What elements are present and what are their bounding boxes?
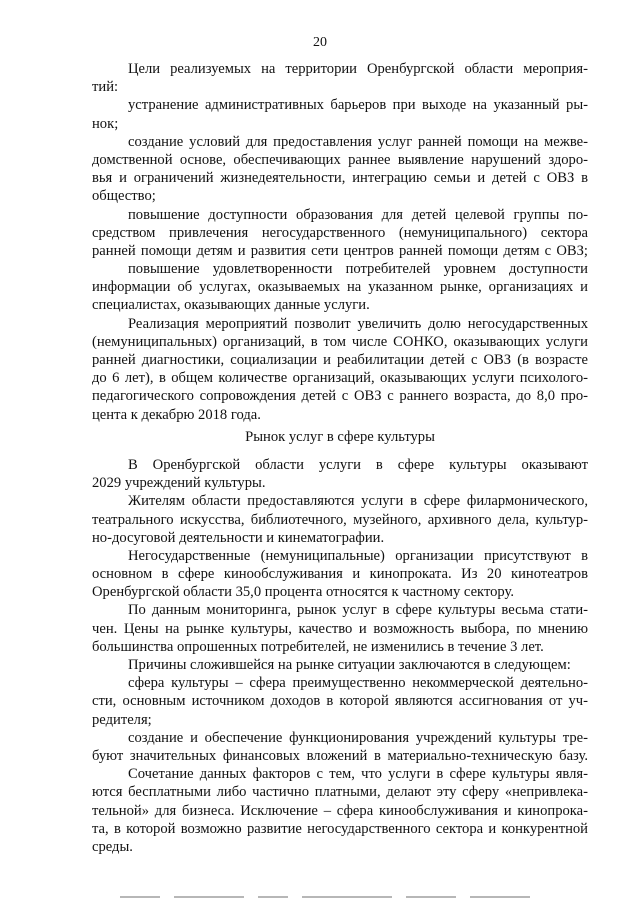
culture-market-section xyxy=(92,456,588,856)
text-line: та, в которой возможно развитие негосударственного сектора и конкурентной xyxy=(92,820,588,837)
text-line: сфера культуры – сфера преимущественно некоммерческой деятельно- xyxy=(128,675,588,692)
text-line: домственной основе, обеспечивающих раннее выявление нарушений здоро- xyxy=(92,151,588,168)
text-line: сти, основным источником доходов в которой являются ассигнования от уч- xyxy=(92,693,588,710)
text-line: большинства опрошенных потребителей, не изменились в течение 3 лет. xyxy=(92,638,544,655)
text-line: Оренбургской области 35,0 процента относятся к частному сектору. xyxy=(92,584,515,601)
goals-section xyxy=(92,60,588,424)
text-line: среды. xyxy=(92,838,133,855)
text-line: средством привлечения негосударственного (немуниципального) сектора xyxy=(92,224,588,241)
text-line: нок; xyxy=(92,115,119,132)
text-line: 2029 учреждений культуры. xyxy=(92,475,266,492)
text-line: В Оренбургской области услуги в сфере культуры оказывают xyxy=(128,456,588,473)
text-line: создание условий для предоставления услуг ранней помощи на межве- xyxy=(128,133,588,150)
text-line: создание и обеспечение функционирования учреждений культуры тре- xyxy=(128,729,588,746)
next-page-bleed xyxy=(120,896,580,902)
document-body xyxy=(92,60,588,856)
text-line: цента к декабрю 2018 года. xyxy=(92,406,261,423)
page-number: 20 xyxy=(313,35,327,50)
text-line: педагогического сопровождения детей с ОВЗ с раннего возраста, до 8,0 про- xyxy=(92,388,588,405)
text-line: Цели реализуемых на территории Оренбургской области мероприя- xyxy=(128,61,588,77)
text-line: до 6 лет), в общем количестве организаций, оказывающих услуги психолого- xyxy=(92,370,588,387)
section-heading: Рынок услуг в сфере культуры xyxy=(245,428,435,445)
text-line: Негосударственные (немуниципальные) организации присутствуют в xyxy=(128,547,588,564)
text-line: повышение удовлетворенности потребителей уровнем доступности xyxy=(128,261,588,278)
text-line: чен. Цены на рынке культуры, качество и возможность выбора, по мнению xyxy=(92,620,588,637)
text-line: специалистах, оказывающих данные услуги. xyxy=(92,297,370,314)
text-line: Причины сложившейся на рынке ситуации заключаются в следующем: xyxy=(128,657,571,674)
text-line: тельной» для бизнеса. Исключение – сфера кинообслуживания и кинопрока- xyxy=(92,802,588,819)
text-line: Реализация мероприятий позволит увеличить долю негосударственных xyxy=(128,315,588,332)
text-line: редителя; xyxy=(92,711,152,728)
text-line: но-досуговой деятельности и кинематографии. xyxy=(92,529,385,546)
text-line: По данным мониторинга, рынок услуг в сфере культуры весьма стати- xyxy=(128,602,588,619)
text-line: буют значительных финансовых вложений в материально-техническую базу. xyxy=(92,747,588,764)
text-line: ранней диагностики, социализации и реабилитации детей с ОВЗ (в возрасте xyxy=(92,352,588,368)
text-line: информации об услугах, оказываемых на указанном рынке, организациях и xyxy=(92,279,588,296)
text-line: ранней помощи детям и развития сети центров ранней помощи детям с ОВЗ; xyxy=(92,242,588,259)
text-line: театрального искусства, библиотечного, музейного, архивного дела, культур- xyxy=(92,511,588,528)
text-line: вья и ограничений жизнедеятельности, интеграцию семьи и детей с ОВЗ в xyxy=(92,170,588,187)
text-line: повышение доступности образования для детей целевой группы по- xyxy=(128,206,588,223)
text-line: (немуниципальных) организаций, в том числе СОНКО, оказывающих услуги xyxy=(92,333,588,350)
text-line: общество; xyxy=(92,188,156,205)
text-line: ются бесплатными либо частично платными, делают эту сферу «непривлека- xyxy=(92,784,588,801)
text-line: тий: xyxy=(92,79,119,96)
text-line: Сочетание данных факторов с тем, что услуги в сфере культуры явля- xyxy=(128,766,588,783)
text-line: устранение административных барьеров при выходе на указанный ры- xyxy=(128,97,588,114)
text-line: Жителям области предоставляются услуги в сфере филармонического, xyxy=(128,493,588,510)
text-line: основном в сфере кинообслуживания и кинопроката. Из 20 кинотеатров xyxy=(92,566,588,583)
